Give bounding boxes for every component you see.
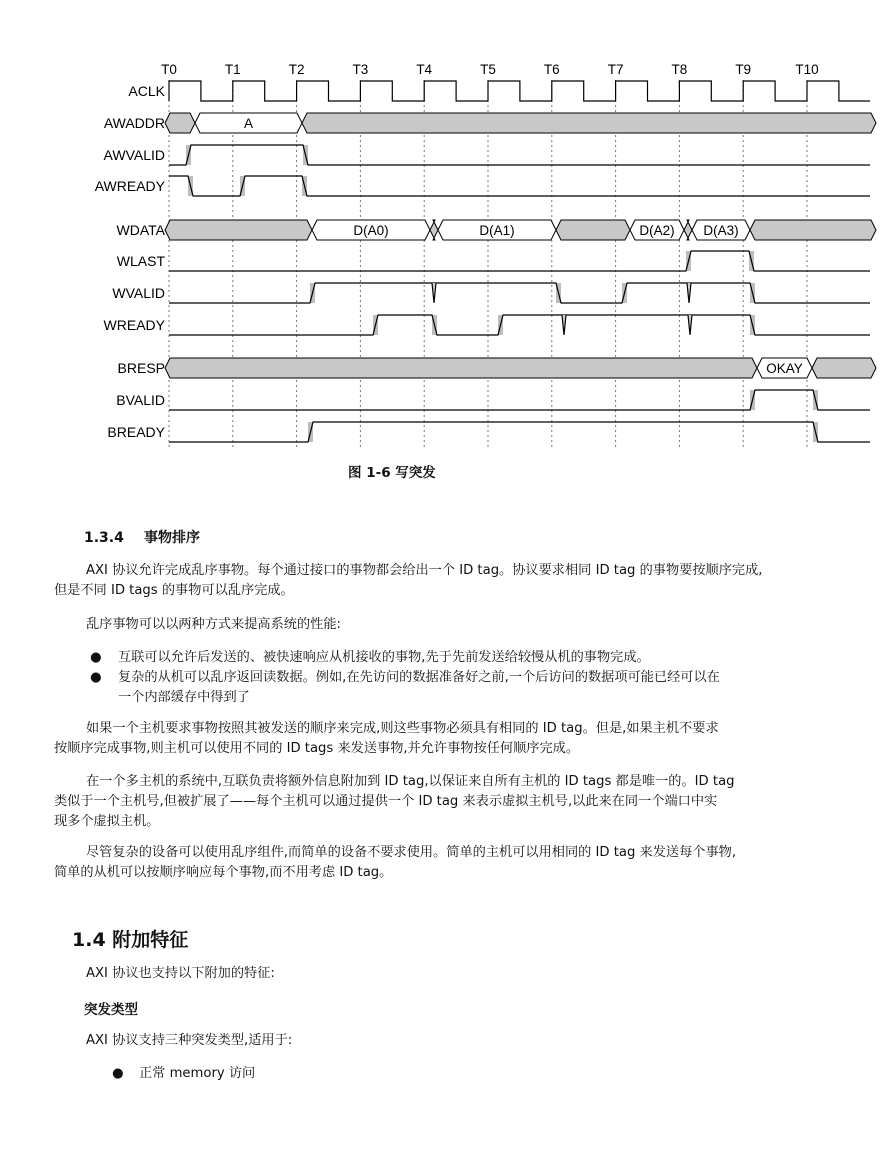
wdata-value-7: D(A3) xyxy=(703,223,739,238)
subheading-burst-types: 突发类型 xyxy=(84,1002,138,1018)
bullet-dot: ● xyxy=(90,650,102,665)
tick-label-t6: T6 xyxy=(543,62,560,77)
paragraph-1 xyxy=(54,561,854,601)
tick-label-t4: T4 xyxy=(416,62,433,77)
signal-label-bvalid: BVALID xyxy=(116,392,165,408)
awaddr-segment-2 xyxy=(302,113,876,133)
signal-label-wvalid: WVALID xyxy=(112,285,165,301)
paragraph-3 xyxy=(54,719,854,759)
wdata-value-5: D(A2) xyxy=(639,223,675,238)
wlast-waveform xyxy=(169,251,870,271)
bus-value-labels xyxy=(244,116,803,376)
bullet-dot: ● xyxy=(90,670,102,685)
paragraph-3-line-1: 如果一个主机要求事物按照其被发送的顺序来完成,则这些事物必须具有相同的 ID tag。但是,如果主机不要求 xyxy=(86,721,719,736)
waveforms xyxy=(165,81,876,442)
tick-label-t0: T0 xyxy=(161,62,177,77)
list-item-2 xyxy=(90,668,850,708)
write-burst-timing-diagram xyxy=(0,0,893,460)
signal-label-bready: BREADY xyxy=(107,424,165,440)
bready-waveform xyxy=(169,422,870,442)
paragraph-5 xyxy=(54,843,854,883)
list-item-memory-text: 正常 memory 访问 xyxy=(139,1066,256,1081)
section-heading-1-3-4 xyxy=(84,527,200,547)
list-item-1 xyxy=(90,648,850,668)
signal-label-awaddr: AWADDR xyxy=(103,115,165,131)
tick-label-t5: T5 xyxy=(480,62,496,77)
wdata-segment-8 xyxy=(750,220,876,240)
tick-label-t8: T8 xyxy=(671,62,688,77)
wready-waveform xyxy=(169,315,870,335)
bvalid-waveform xyxy=(169,390,870,410)
tick-label-t2: T2 xyxy=(288,62,305,77)
awaddr-value-1: A xyxy=(243,116,254,131)
wdata-segment-4 xyxy=(556,220,630,240)
wready-dip-2 xyxy=(688,315,692,335)
aclk-waveform xyxy=(169,81,870,101)
signal-label-wlast: WLAST xyxy=(116,253,165,269)
section-1-4-paragraph: AXI 协议支持三种突发类型,适用于: xyxy=(86,1033,293,1048)
paragraph-1-line-2: 但是不同 ID tags 的事物可以乱序完成。 xyxy=(54,583,294,598)
signal-label-aclk: ACLK xyxy=(128,83,165,99)
wdata-value-1: D(A0) xyxy=(353,223,389,238)
section-number: 1.3.4 xyxy=(84,530,124,546)
tick-label-t9: T9 xyxy=(735,62,752,77)
signal-label-bresp: BRESP xyxy=(117,360,165,376)
bresp-segment-2 xyxy=(812,358,876,378)
paragraph-4-line-3: 现多个虚拟主机。 xyxy=(54,814,160,829)
section-title: 事物排序 xyxy=(144,530,200,546)
list-item-1-text: 互联可以允许后发送的、被快速响应从机接收的事物,先于先前发送给较慢从机的事物完成。 xyxy=(118,650,650,665)
wdata-segment-6 xyxy=(684,220,692,240)
clock-gridlines xyxy=(169,80,807,447)
paragraph-1-line-1: AXI 协议允许完成乱序事物。每个通过接口的事物都会给出一个 ID tag。协议要求相同 ID tag 的事物要按顺序完成, xyxy=(86,563,763,578)
wvalid-waveform xyxy=(169,283,870,303)
signal-label-wdata: WDATA xyxy=(116,222,165,238)
tick-label-t1: T1 xyxy=(224,62,241,77)
awaddr-segment-0 xyxy=(165,113,195,133)
paragraph-3-line-2: 按顺序完成事物,则主机可以使用不同的 ID tags 来发送事物,并允许事物按任何顺序完成。 xyxy=(54,741,580,756)
tick-label-t7: T7 xyxy=(607,62,624,77)
paragraph-5-line-2: 简单的从机可以按顺序响应每个事物,而不用考虑 ID tag。 xyxy=(54,865,393,880)
clock-tick-labels xyxy=(161,62,819,77)
wvalid-dip-1 xyxy=(432,283,436,303)
wdata-value-3: D(A1) xyxy=(479,223,515,238)
awvalid-waveform xyxy=(169,145,870,165)
paragraph-4 xyxy=(54,772,854,832)
bullet-dot: ● xyxy=(112,1066,124,1081)
list-item-2-line-2: 一个内部缓存中得到了 xyxy=(118,690,250,705)
bresp-segment-0 xyxy=(165,358,757,378)
paragraph-4-line-2: 类似于一个主机号,但被扩展了——每个主机可以通过提供一个 ID tag 来表示虚拟主机号,以此来在同一个端口中实 xyxy=(54,794,718,809)
signal-labels xyxy=(95,83,166,440)
signal-label-wready: WREADY xyxy=(103,317,165,333)
paragraph-4-line-1: 在一个多主机的系统中,互联负责将额外信息附加到 ID tag,以保证来自所有主机的 ID tags 都是唯一的。ID tag xyxy=(86,774,735,789)
tick-label-t3: T3 xyxy=(352,62,369,77)
bresp-value-1: OKAY xyxy=(766,361,803,376)
figure-caption: 图 1-6 写突发 xyxy=(348,465,436,481)
signal-label-awready: AWREADY xyxy=(94,178,165,194)
wdata-segment-0 xyxy=(165,220,312,240)
paragraph-5-line-1: 尽管复杂的设备可以使用乱序组件,而简单的设备不要求使用。简单的主机可以用相同的 ID tag 来发送每个事物, xyxy=(86,845,737,860)
section-1-4-intro: AXI 协议也支持以下附加的特征: xyxy=(86,966,275,981)
wvalid-dip-2 xyxy=(687,283,691,303)
tick-label-t10: T10 xyxy=(795,62,819,77)
signal-label-awvalid: AWVALID xyxy=(103,147,165,163)
list-item-memory xyxy=(112,1064,812,1084)
wdata-segment-2 xyxy=(430,220,438,240)
section-heading-1-4: 1.4 附加特征 xyxy=(72,929,189,951)
wready-dip-1 xyxy=(562,315,566,335)
awready-waveform xyxy=(169,176,870,196)
paragraph-2: 乱序事物可以以两种方式来提高系统的性能: xyxy=(86,617,342,632)
list-item-2-line-1: 复杂的从机可以乱序返回读数据。例如,在先访问的数据准备好之前,一个后访问的数据项可能已经可以在 xyxy=(118,670,720,685)
